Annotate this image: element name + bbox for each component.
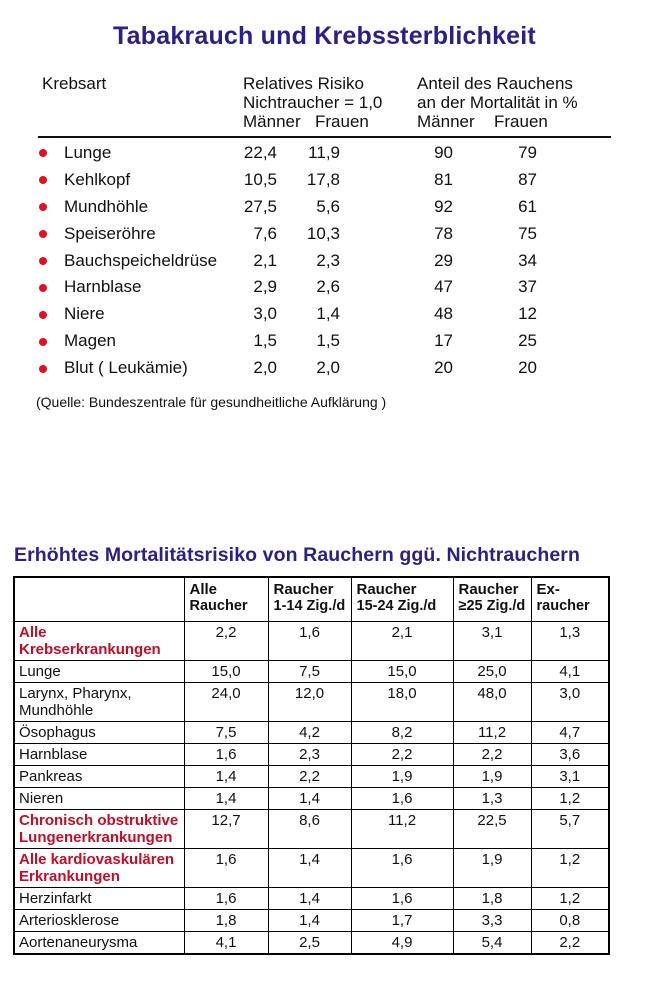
risk-value: 5,7 xyxy=(531,809,609,848)
risk-row-label: Chronisch obstruktive Lungenerkrankungen xyxy=(14,809,184,848)
risk-row xyxy=(14,931,609,954)
cancer-row xyxy=(0,355,649,382)
share-women-subheader: Frauen xyxy=(494,112,548,131)
cancer-label: Harnblase xyxy=(64,277,142,297)
risk-col-header-line1: Raucher xyxy=(273,581,334,598)
risk-value: 18,0 xyxy=(351,682,453,721)
risk-value: 4,2 xyxy=(268,721,351,743)
risk-value: 1,8 xyxy=(453,887,531,909)
risk-value: 2,2 xyxy=(184,621,268,660)
pct-women-value: 34 xyxy=(518,250,537,270)
risk-value: 5,4 xyxy=(453,931,531,954)
risk-value: 4,7 xyxy=(531,721,609,743)
risk-col-header-line2: ≥25 Zig./d xyxy=(458,598,526,614)
risk-value: 1,6 xyxy=(351,787,453,809)
cancer-label: Magen xyxy=(64,331,116,351)
pct-men-value: 20 xyxy=(434,358,453,378)
risk-value: 1,8 xyxy=(184,909,268,931)
risk-value: 2,2 xyxy=(351,743,453,765)
risk-value: 4,1 xyxy=(184,931,268,954)
pct-women-value: 20 xyxy=(518,358,537,378)
risk-col-header-line1: Raucher xyxy=(356,581,417,598)
rr-women-subheader: Frauen xyxy=(315,112,369,131)
risk-col-header-line2: 1-14 Zig./d xyxy=(273,598,346,614)
share-group-header xyxy=(417,74,578,131)
cancer-row xyxy=(0,140,649,167)
rr-women-value: 2,3 xyxy=(316,250,340,270)
risk-row-label: Harnblase xyxy=(14,743,184,765)
risk-row xyxy=(14,743,609,765)
risk-col-header xyxy=(453,577,531,621)
rr-women-value: 5,6 xyxy=(316,196,340,216)
risk-value: 1,6 xyxy=(351,887,453,909)
risk-value: 48,0 xyxy=(453,682,531,721)
risk-value: 1,6 xyxy=(268,621,351,660)
risk-row-label: Alle Krebserkrankungen xyxy=(14,621,184,660)
risk-value: 1,4 xyxy=(184,787,268,809)
share-header-line2: an der Mortalität in % xyxy=(417,93,578,112)
risk-value: 1,9 xyxy=(453,765,531,787)
rr-men-value: 2,1 xyxy=(253,250,277,270)
rr-women-value: 11,9 xyxy=(308,143,340,162)
risk-value: 1,7 xyxy=(351,909,453,931)
risk-value: 0,8 xyxy=(531,909,609,931)
rr-women-value: 10,3 xyxy=(306,223,340,243)
pct-men-value: 48 xyxy=(434,304,453,324)
risk-row xyxy=(14,887,609,909)
risk-value: 15,0 xyxy=(351,660,453,682)
pct-women-value: 79 xyxy=(518,143,537,162)
risk-row-label: Lunge xyxy=(14,660,184,682)
risk-row xyxy=(14,809,609,848)
cancer-label: Mundhöhle xyxy=(64,196,149,216)
cancer-row xyxy=(0,221,649,248)
risk-value: 2,1 xyxy=(351,621,453,660)
risk-value: 1,4 xyxy=(184,765,268,787)
rr-women-value: 17,8 xyxy=(306,169,340,189)
risk-value: 11,2 xyxy=(351,809,453,848)
bullet-icon xyxy=(39,257,47,265)
risk-row xyxy=(14,682,609,721)
source-note: (Quelle: Bundeszentrale für gesundheitliche Aufklärung ) xyxy=(36,394,387,410)
rr-women-value: 1,4 xyxy=(316,304,340,324)
risk-value: 3,1 xyxy=(531,765,609,787)
bullet-icon xyxy=(39,176,47,184)
bullet-icon xyxy=(39,365,47,373)
rr-group-header xyxy=(243,74,382,131)
risk-value: 2,2 xyxy=(531,931,609,954)
risk-value: 1,6 xyxy=(184,743,268,765)
rr-women-value: 2,6 xyxy=(316,277,340,297)
rr-men-value: 22,4 xyxy=(243,143,277,162)
risk-row xyxy=(14,848,609,887)
risk-row xyxy=(14,909,609,931)
risk-table-title: Erhöhtes Mortalitätsrisiko von Rauchern ggü. Nichtrauchern xyxy=(14,544,580,566)
risk-value: 3,3 xyxy=(453,909,531,931)
risk-row-label: Herzinfarkt xyxy=(14,887,184,909)
rr-men-value: 10,5 xyxy=(243,169,277,189)
risk-col-header-line2: 15-24 Zig./d xyxy=(356,598,437,614)
risk-value: 11,2 xyxy=(453,721,531,743)
risk-value: 7,5 xyxy=(268,660,351,682)
risk-table xyxy=(13,576,610,955)
cancer-row xyxy=(0,194,649,221)
cancer-rows xyxy=(0,140,649,382)
risk-value: 1,6 xyxy=(351,848,453,887)
risk-value: 1,2 xyxy=(531,787,609,809)
risk-corner-cell xyxy=(14,577,184,621)
cancer-label: Niere xyxy=(64,304,105,324)
risk-value: 8,2 xyxy=(351,721,453,743)
risk-value: 2,2 xyxy=(268,765,351,787)
bullet-icon xyxy=(39,338,47,346)
rr-men-value: 3,0 xyxy=(253,304,277,324)
bullet-icon xyxy=(39,284,47,292)
col-header-krebsart: Krebsart xyxy=(42,74,107,93)
pct-men-value: 78 xyxy=(434,223,453,243)
risk-value: 1,2 xyxy=(531,848,609,887)
page-title: Tabakrauch und Krebssterblichkeit xyxy=(113,22,536,50)
risk-row-label: Alle kardiovaskulären Erkrankungen xyxy=(14,848,184,887)
risk-col-header xyxy=(268,577,351,621)
pct-women-value: 87 xyxy=(518,169,537,189)
rr-subheaders xyxy=(243,112,382,131)
risk-value: 1,9 xyxy=(351,765,453,787)
risk-value: 22,5 xyxy=(453,809,531,848)
risk-table-wrap xyxy=(13,576,610,955)
risk-value: 25,0 xyxy=(453,660,531,682)
risk-value: 12,0 xyxy=(268,682,351,721)
risk-value: 1,4 xyxy=(268,887,351,909)
pct-men-value: 90 xyxy=(434,143,453,162)
rr-men-value: 2,9 xyxy=(253,277,277,297)
cancer-row xyxy=(0,328,649,355)
risk-value: 2,3 xyxy=(268,743,351,765)
pct-men-value: 92 xyxy=(434,196,453,216)
risk-value: 2,5 xyxy=(268,931,351,954)
share-subheaders xyxy=(417,112,578,131)
rr-header-line2: Nichtraucher = 1,0 xyxy=(243,93,383,112)
rr-men-value: 1,5 xyxy=(253,331,277,351)
bullet-icon xyxy=(39,149,47,157)
pct-women-value: 25 xyxy=(518,331,537,351)
risk-col-header xyxy=(351,577,453,621)
risk-value: 4,9 xyxy=(351,931,453,954)
pct-men-value: 29 xyxy=(434,250,453,270)
share-header-line1: Anteil des Rauchens xyxy=(417,74,573,93)
bullet-icon xyxy=(39,230,47,238)
risk-col-header xyxy=(184,577,268,621)
risk-row xyxy=(14,787,609,809)
pct-women-value: 12 xyxy=(518,304,537,324)
risk-value: 1,9 xyxy=(453,848,531,887)
cancer-row xyxy=(0,248,649,275)
rr-men-subheader: Männer xyxy=(243,112,301,131)
risk-col-header-line1: Ex- xyxy=(536,581,560,598)
cancer-label: Kehlkopf xyxy=(64,169,131,189)
risk-row xyxy=(14,721,609,743)
risk-value: 1,3 xyxy=(531,621,609,660)
risk-value: 3,1 xyxy=(453,621,531,660)
risk-value: 4,1 xyxy=(531,660,609,682)
risk-col-header-line2: Raucher xyxy=(189,598,248,614)
risk-value: 15,0 xyxy=(184,660,268,682)
risk-row xyxy=(14,621,609,660)
cancer-label: Speiseröhre xyxy=(64,223,156,243)
risk-row-label: Aortenaneurysma xyxy=(14,931,184,954)
pct-men-value: 47 xyxy=(434,277,453,297)
risk-value: 1,6 xyxy=(184,887,268,909)
risk-value: 1,4 xyxy=(268,848,351,887)
cancer-label: Lunge xyxy=(64,143,112,162)
bullet-icon xyxy=(39,203,47,211)
risk-table-head xyxy=(14,577,609,621)
rr-women-value: 1,5 xyxy=(316,331,340,351)
cancer-row xyxy=(0,301,649,328)
risk-value: 3,0 xyxy=(531,682,609,721)
risk-col-header-line2: raucher xyxy=(536,598,590,614)
risk-row-label: Ösophagus xyxy=(14,721,184,743)
rr-men-value: 7,6 xyxy=(253,223,277,243)
risk-value: 12,7 xyxy=(184,809,268,848)
share-men-subheader: Männer xyxy=(417,112,475,131)
risk-header-row xyxy=(14,577,609,621)
risk-value: 1,6 xyxy=(184,848,268,887)
bullet-icon xyxy=(39,311,47,319)
risk-col-header-line1: Raucher xyxy=(458,581,519,598)
cancer-label: Blut ( Leukämie) xyxy=(64,358,188,378)
risk-row-label: Pankreas xyxy=(14,765,184,787)
risk-value: 1,2 xyxy=(531,887,609,909)
pct-men-value: 81 xyxy=(434,169,453,189)
risk-value: 1,3 xyxy=(453,787,531,809)
pct-men-value: 17 xyxy=(434,331,453,351)
risk-value: 1,4 xyxy=(268,787,351,809)
rr-men-value: 2,0 xyxy=(253,358,277,378)
risk-value: 3,6 xyxy=(531,743,609,765)
cancer-row xyxy=(0,167,649,194)
cancer-label: Bauchspeicheldrüse xyxy=(64,250,218,270)
rr-women-value: 2,0 xyxy=(316,358,340,378)
risk-col-header xyxy=(531,577,609,621)
pct-women-value: 75 xyxy=(518,223,537,243)
risk-row-label: Larynx, Pharynx, Mundhöhle xyxy=(14,682,184,721)
risk-table-body xyxy=(14,621,609,954)
risk-row xyxy=(14,765,609,787)
risk-value: 7,5 xyxy=(184,721,268,743)
header-divider-rule xyxy=(38,136,611,138)
risk-row-label: Arteriosklerose xyxy=(14,909,184,931)
risk-row-label: Nieren xyxy=(14,787,184,809)
risk-value: 8,6 xyxy=(268,809,351,848)
rr-men-value: 27,5 xyxy=(243,196,277,216)
risk-row xyxy=(14,660,609,682)
risk-col-header-line1: Alle xyxy=(189,581,218,598)
pct-women-value: 61 xyxy=(518,196,537,216)
cancer-row xyxy=(0,274,649,301)
risk-value: 1,4 xyxy=(268,909,351,931)
pct-women-value: 37 xyxy=(518,277,537,297)
risk-value: 24,0 xyxy=(184,682,268,721)
risk-value: 2,2 xyxy=(453,743,531,765)
rr-header-line1: Relatives Risiko xyxy=(243,74,364,93)
